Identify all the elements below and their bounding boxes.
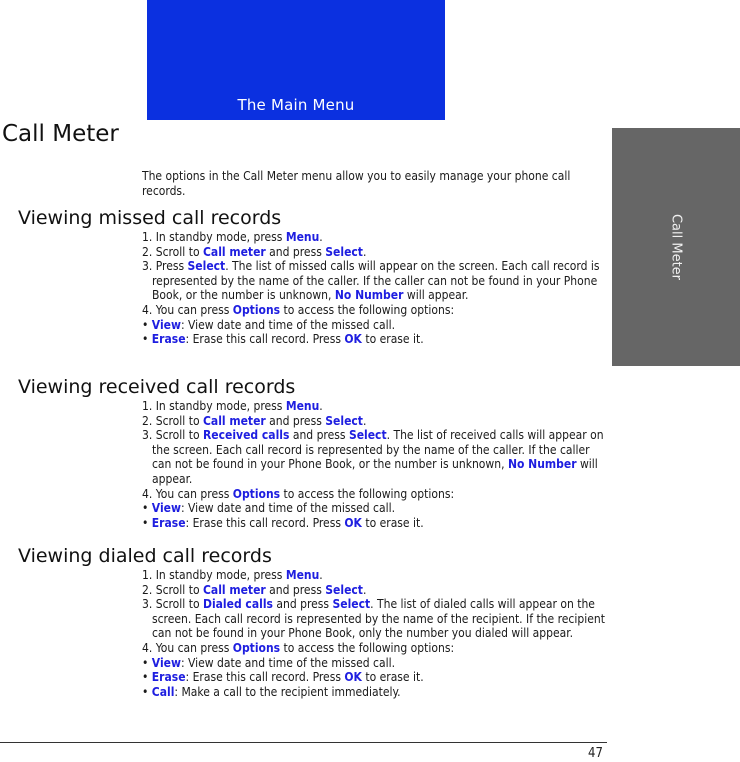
bullet-item [142, 656, 610, 671]
keyword-text: Call meter [202, 582, 266, 597]
step-item [142, 583, 610, 598]
keyword-text: Received calls [202, 428, 290, 443]
keyword-text: View [151, 655, 181, 670]
keyword-text: Options [232, 486, 281, 501]
step-item [142, 428, 610, 486]
step-text: : Erase this call record. Press [185, 515, 345, 530]
step-item [142, 245, 610, 260]
step-text: 2. Scroll to [142, 244, 203, 259]
keyword-text: Erase [151, 670, 186, 685]
step-item [142, 259, 610, 303]
step-text: . [319, 399, 323, 413]
step-text: • [142, 655, 152, 670]
step-text: to erase it. [361, 332, 424, 347]
step-text: to access the following options: [280, 640, 455, 655]
keyword-text: View [151, 317, 181, 332]
bullet-item [142, 685, 610, 700]
step-text: . [319, 568, 323, 582]
step-text: and press [289, 428, 349, 443]
step-text: . [362, 244, 367, 259]
step-text: . [362, 413, 367, 428]
footer-divider [0, 742, 607, 743]
step-text: • [142, 515, 152, 530]
keyword-text: No Number [334, 288, 404, 303]
step-item [142, 230, 610, 245]
page-number: 47 [588, 746, 603, 761]
step-text: 1. In standby mode, press [142, 568, 286, 582]
step-text: and press [272, 597, 333, 612]
bullet-item [142, 332, 610, 347]
keyword-text: Select [325, 413, 363, 428]
keyword-text: Options [232, 302, 281, 317]
keyword-text: Erase [151, 515, 186, 530]
step-text: to access the following options: [280, 302, 455, 317]
step-text: 3. Scroll to [142, 428, 203, 443]
keyword-text: OK [344, 515, 362, 530]
bullet-item [142, 516, 610, 531]
step-item [142, 414, 610, 429]
step-list [0, 230, 610, 347]
step-text: will appear. [152, 457, 598, 486]
header-banner [147, 0, 445, 120]
step-text: to access the following options: [280, 486, 455, 501]
bullet-item [142, 670, 610, 685]
step-text: : View date and time of the missed call. [180, 655, 396, 670]
keyword-text: Menu [285, 230, 320, 244]
step-text: to erase it. [361, 515, 424, 530]
step-text: 4. You can press [142, 302, 233, 317]
step-text: : View date and time of the missed call. [180, 501, 396, 516]
page-title: Call Meter [2, 121, 119, 147]
keyword-text: Call [151, 684, 175, 699]
side-tab-label: Call Meter [668, 213, 684, 281]
keyword-text: Select [325, 244, 363, 259]
keyword-text: No Number [507, 457, 577, 472]
step-text: . [319, 230, 323, 244]
step-text: : Erase this call record. Press [185, 670, 345, 685]
step-text: • [142, 501, 152, 516]
keyword-text: Call meter [202, 413, 266, 428]
keyword-text: OK [344, 332, 362, 347]
step-item [142, 399, 610, 414]
section-title: Viewing missed call records [18, 207, 282, 229]
step-text: : View date and time of the missed call. [180, 317, 396, 332]
step-item [142, 487, 610, 502]
step-text: to erase it. [361, 670, 424, 685]
step-text: . The list of dialed calls will appear on the screen. Each call record is represented by the name of the recipient. If the recipient can not be found in your Phone Book, only the number you dialed will appear. [152, 597, 605, 641]
intro-paragraph: The options in the Call Meter menu allow you to easily manage your phone call records. [142, 169, 571, 198]
keyword-text: Select [332, 597, 371, 612]
step-text: 2. Scroll to [142, 582, 203, 597]
step-text: 1. In standby mode, press [142, 399, 286, 413]
keyword-text: Erase [151, 332, 186, 347]
step-item [142, 568, 610, 583]
step-text: will appear. [403, 288, 469, 303]
bullet-item [142, 318, 610, 333]
keyword-text: Select [325, 582, 363, 597]
step-text: . The list of missed calls will appear on the screen. Each call record is represented by the name of the caller. If the caller can not be found in your Phone Book, or the number is unknown, [152, 259, 600, 303]
step-text: 2. Scroll to [142, 413, 203, 428]
step-text: 4. You can press [142, 640, 233, 655]
step-item [142, 303, 610, 318]
step-text: 3. Scroll to [142, 597, 203, 612]
step-text: • [142, 684, 152, 699]
keyword-text: OK [344, 670, 362, 685]
chapter-side-tab [612, 128, 740, 366]
section-missed-calls [0, 206, 610, 347]
keyword-text: View [151, 501, 181, 516]
step-text: . [362, 582, 367, 597]
step-text: • [142, 670, 152, 685]
step-item [142, 597, 610, 641]
section-dialed-calls [0, 544, 610, 699]
step-text: : Make a call to the recipient immediately. [174, 684, 401, 699]
step-list [0, 399, 610, 530]
keyword-text: Menu [285, 568, 320, 582]
keyword-text: Dialed calls [202, 597, 273, 612]
bullet-item [142, 501, 610, 516]
step-text: 1. In standby mode, press [142, 230, 286, 244]
step-item [142, 641, 610, 656]
step-text: 3. Press [142, 259, 188, 274]
step-text: and press [265, 413, 326, 428]
keyword-text: Options [232, 640, 281, 655]
step-text: • [142, 332, 152, 347]
section-title: Viewing dialed call records [18, 545, 272, 567]
step-text: : Erase this call record. Press [185, 332, 345, 347]
step-text: and press [265, 244, 326, 259]
section-received-calls [0, 375, 610, 530]
step-text: 4. You can press [142, 486, 233, 501]
step-text: and press [265, 582, 326, 597]
section-title: Viewing received call records [18, 376, 296, 398]
keyword-text: Call meter [202, 244, 266, 259]
keyword-text: Menu [285, 399, 320, 413]
banner-title: The Main Menu [237, 96, 355, 114]
keyword-text: Select [187, 259, 226, 274]
step-list [0, 568, 610, 699]
step-text: • [142, 317, 152, 332]
keyword-text: Select [348, 428, 387, 443]
step-text: . The list of received calls will appear on the screen. Each call record is represented by the name of the caller. If the caller can not be found in your Phone Book, or the number is unknown, [152, 428, 604, 472]
